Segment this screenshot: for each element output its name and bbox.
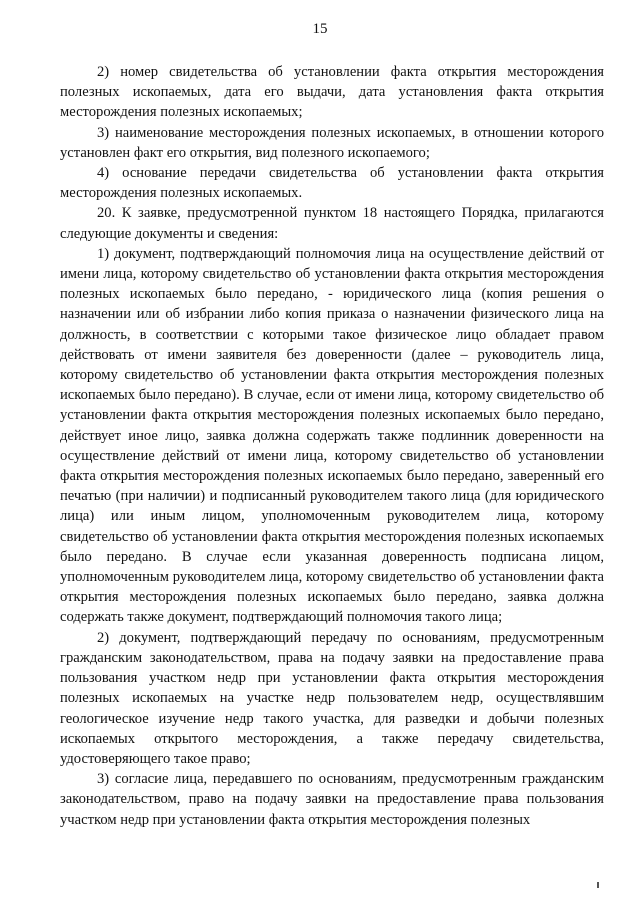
paragraph-item-4: 4) основание передачи свидетельства об установлении факта открытия месторождения полезных ископаемых. [60,165,604,202]
paragraph-item-3: 3) наименование месторождения полезных ископаемых, в отношении которого установлен факт его открытия, вид полезного ископаемого; [60,124,604,161]
paragraph-subitem-1: 1) документ, подтверждающий полномочия лица на осуществление действий от имени лица, которому свидетельство об установлении факта открытия месторождения полезных ископаемых было передано, - юридического лица (копия решения о назначении или об избрании либо копия приказа о назначении физического лица на должность, в соответствии с которыми такое физическое лицо обладает правом действовать от имени заявителя без доверенности (далее – руководитель лица, которому свидетельство об установлении факта открытия месторождения полезных ископаемых было передано). В случае, если от имени лица, которому свидетельство об установлении факта открытия месторождения полезных ископаемых было передано, действует иное лицо, заявка должна содержать также подлинник доверенности на осуществление действий от имени лица, которому свидетельство об установлении факта открытия месторождения полезных ископаемых было передано, заверенный его печатью (при наличии) и подписанный руководителем такого лица (для юридического лица) или иным лицом, уполномоченным руководителем лица, которому свидетельство об установлении факта открытия месторождения полезных ископаемых было передано. В случае если указанная доверенность подписана лицом, уполномоченным руководителем лица, которому свидетельство об установлении факта открытия месторождения полезных ископаемых было передано, заявка должна содержать также документ, подтверждающий полномочия такого лица; [60,245,604,626]
document-text [60,62,604,830]
paragraph-subitem-2: 2) документ, подтверждающий передачу по основаниям, предусмотренным гражданским законодательством, права на подачу заявки на предоставление права пользования участком недр при установлении факта открытия месторождения полезных ископаемых на участке недр пользователем недр, осуществлявшим геологическое изучение недр такого участка, для разведки и добычи полезных ископаемых открытого месторождения, а также передачу свидетельства, удостоверяющего такое право; [60,629,604,767]
paragraph-subitem-3: 3) согласие лица, передавшего по основаниям, предусмотренным гражданским законодательством, право на подачу заявки на предоставление права пользования участком недр при установлении факта открытия месторождения полезных [60,771,604,828]
page-number: 15 [312,21,328,37]
scan-mark [597,882,599,888]
paragraph-item-2: 2) номер свидетельства об установлении факта открытия месторождения полезных ископаемых, дата его выдачи, дата установления факта открытия месторождения полезных ископаемых; [60,64,604,121]
paragraph-clause-20: 20. К заявке, предусмотренной пунктом 18 настоящего Порядка, прилагаются следующие документы и сведения: [60,205,604,242]
